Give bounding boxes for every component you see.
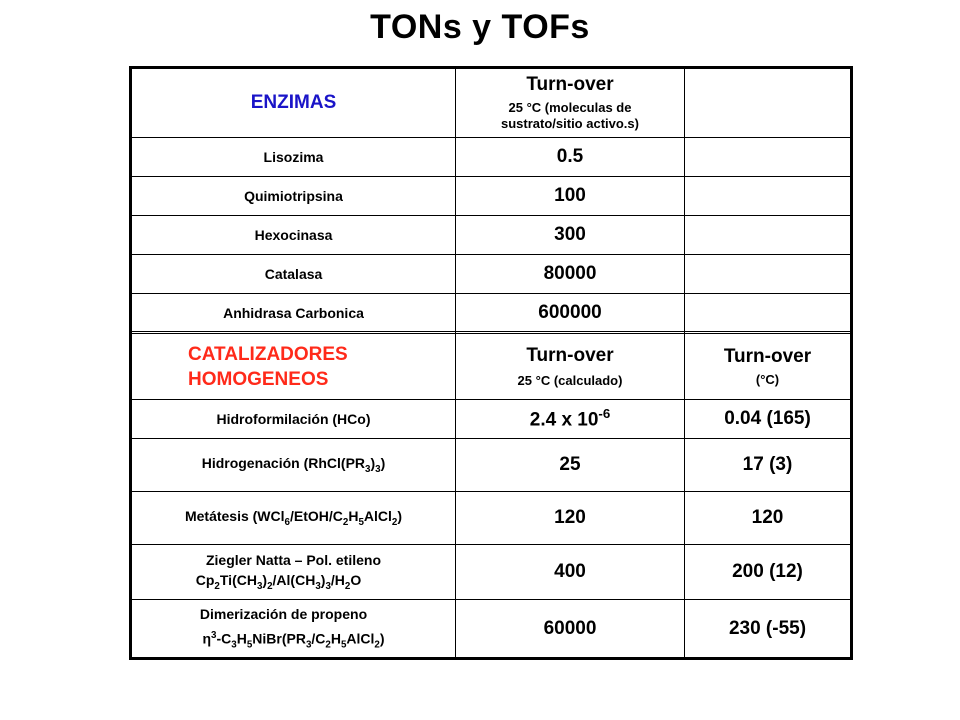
table-row — [132, 177, 850, 216]
enzyme-turnover: 300 — [554, 224, 586, 245]
catalyst-turnover: 60000 — [543, 617, 597, 639]
table-row — [132, 216, 850, 255]
homogeneous-turnover-temp-header — [685, 335, 850, 399]
hydrogenation-label: Hidrogenación $(RhCl(PR_3)_3)$ — [201, 455, 386, 475]
enzyme-name: Quimiotripsina — [244, 188, 343, 204]
enzymes-turnover-header — [456, 69, 684, 137]
table-row — [132, 255, 850, 294]
homogeneous-header-row — [132, 335, 850, 400]
table-row — [132, 600, 850, 657]
catalyst-turnover: 25 — [559, 454, 581, 475]
homogeneous-header-line2: HOMOGENEOS — [188, 369, 329, 390]
catalyst-name — [132, 492, 455, 544]
enzyme-name: Anhidrasa Carbonica — [223, 304, 364, 321]
catalyst-turnover-temp: 230 (-55) — [728, 617, 807, 639]
enzyme-name: Catalasa — [264, 266, 323, 282]
enzyme-name: Lisozima — [263, 149, 324, 165]
table-row — [132, 138, 850, 177]
hydroformylation-turnover: 2.4 x $10^{-6}$ — [529, 406, 611, 431]
catalyst-turnover-temp: 120 — [751, 507, 784, 528]
catalyst-name — [132, 400, 455, 438]
enzymes-turnover-title: Turn-over — [526, 74, 614, 95]
turnover-table — [129, 66, 853, 660]
catalyst-turnover-temp: 0.04 (165) — [724, 408, 811, 429]
homogeneous-turnover-units: 25 °C (calculado) — [517, 373, 623, 388]
table-row — [132, 492, 850, 545]
enzyme-turnover: 80000 — [543, 263, 597, 284]
homogeneous-header-line1: CATALIZADORES — [188, 344, 348, 365]
catalyst-name — [132, 545, 455, 599]
enzymes-turnover-units: 25 °C (moleculas de sustrato/sitio activo.s) — [501, 100, 639, 131]
page-title: TONs y TOFs — [370, 8, 590, 46]
metathesis-label: Metátesis $(WCl_6/EtOH/C_2H_5AlCl_2)$ — [184, 508, 403, 528]
ziegler-natta-label-line2: $Cp_2Ti(CH_3)_2/Al(CH_3)_3/H_2O$ — [195, 572, 362, 592]
catalyst-turnover-temp: 200 (12) — [732, 561, 803, 582]
catalyst-turnover: 120 — [554, 507, 586, 528]
catalyst-name — [132, 600, 455, 657]
catalyst-turnover — [456, 400, 684, 438]
ziegler-natta-label-line1: Ziegler Natta – Pol. etileno — [205, 552, 382, 569]
table-row — [132, 545, 850, 600]
dimerization-label-line2: $\eta^3-C_3H_5NiBr(PR_3/C_2H_5AlCl_2)$ — [202, 630, 385, 651]
enzyme-turnover: 100 — [554, 185, 586, 206]
enzymes-header-row — [132, 69, 850, 138]
homogeneous-turnover-temp-title: Turn-over — [723, 346, 812, 367]
homogeneous-header-label — [132, 335, 511, 399]
homogeneous-turnover-title: Turn-over — [526, 345, 614, 366]
hydroformylation-label: Hidroformilación (HCo) — [216, 411, 371, 427]
enzymes-header-empty-cell — [685, 69, 850, 137]
table-row — [132, 294, 850, 334]
table-row — [132, 400, 850, 439]
homogeneous-turnover-header — [456, 335, 684, 399]
enzyme-turnover: 0.5 — [556, 146, 584, 167]
catalyst-turnover-temp: 17 (3) — [742, 454, 793, 475]
homogeneous-turnover-temp-units: (°C) — [755, 372, 780, 387]
enzyme-name: Hexocinasa — [254, 227, 333, 243]
catalyst-name — [132, 439, 455, 491]
catalyst-turnover: 400 — [554, 561, 586, 582]
table-row — [132, 439, 850, 492]
dimerization-label-line1: Dimerización de propeno — [199, 606, 368, 623]
enzyme-turnover: 600000 — [538, 301, 602, 323]
enzymes-header-label: ENZIMAS — [250, 92, 337, 113]
